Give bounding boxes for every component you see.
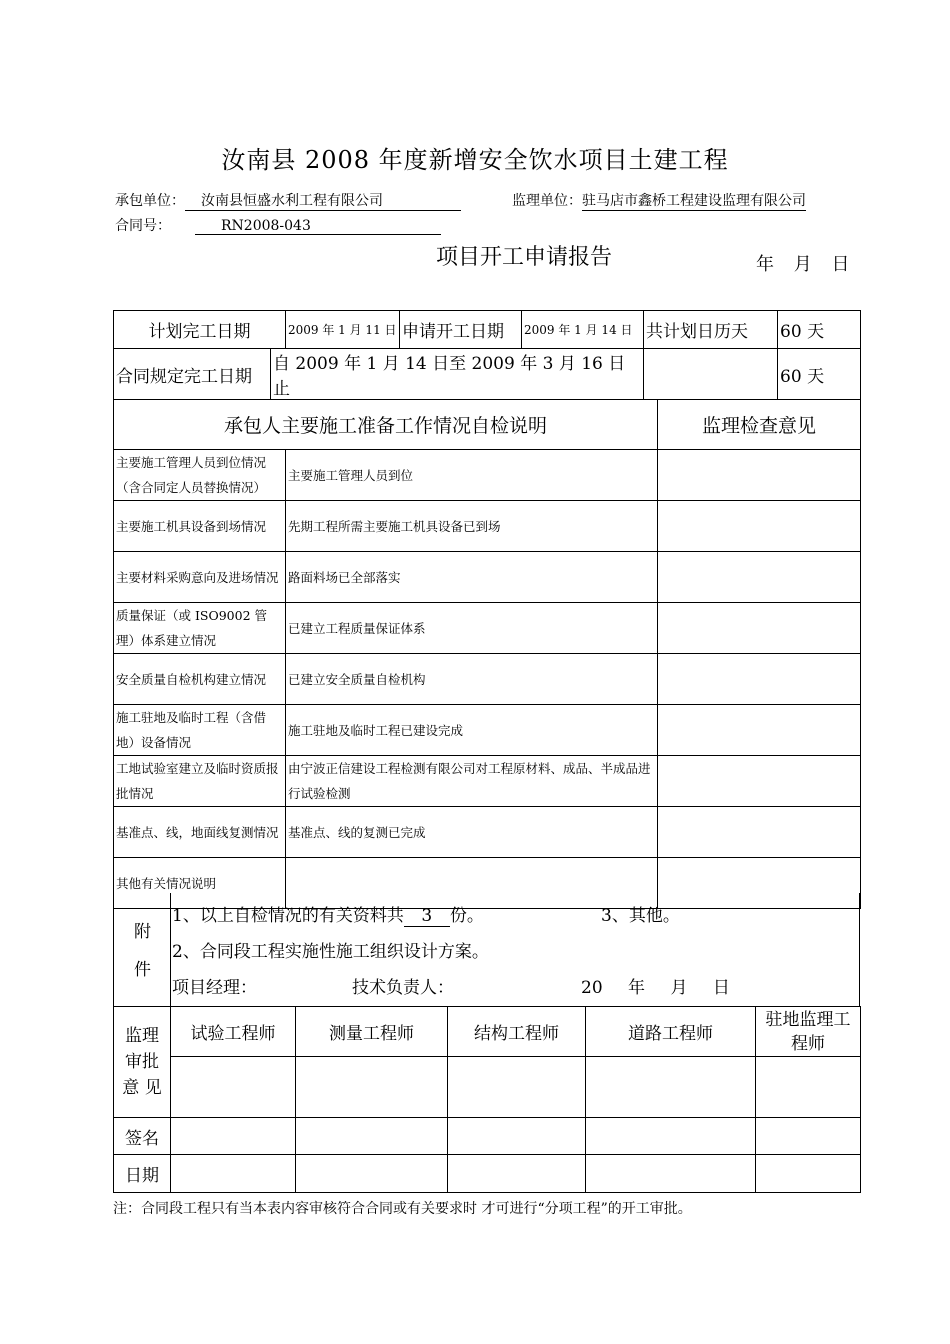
application-table xyxy=(113,310,861,909)
check-item-value: 路面料场已全部落实 xyxy=(286,552,658,603)
check-item-value: 已建立工程质量保证体系 xyxy=(286,603,658,654)
contractor-line xyxy=(115,190,461,211)
document-title: 汝南县 2008 年度新增安全饮水项目土建工程 xyxy=(221,146,729,174)
attachment-line-1-prefix: 1、以上自检情况的有关资料共 xyxy=(172,906,404,926)
approval-opinion-row xyxy=(114,1057,861,1118)
supervisor-line xyxy=(512,190,806,211)
signature-label: 签名 xyxy=(114,1118,171,1155)
approval-opinion-cell xyxy=(586,1057,756,1118)
report-subtitle: 项目开工申请报告 xyxy=(436,245,613,270)
attachment-date: 20 年 月 日 xyxy=(581,978,730,998)
check-item-label: 安全质量自检机构建立情况 xyxy=(114,654,286,705)
contract-completion-value: 自 2009 年 1 月 14 日至 2009 年 3 月 16 日止 xyxy=(271,349,644,400)
attachment-label-2: 件 xyxy=(134,960,151,980)
supervision-header: 监理检查意见 xyxy=(658,400,861,450)
supervision-approval-table xyxy=(113,1006,861,1193)
check-item-opinion xyxy=(658,705,861,756)
date-cell xyxy=(586,1155,756,1193)
contract-number-value: RN2008-043 xyxy=(195,218,441,235)
total-days-value: 60 天 xyxy=(778,311,861,349)
self-check-header: 承包人主要施工准备工作情况自检说明 xyxy=(114,400,658,450)
check-item-value: 基准点、线的复测已完成 xyxy=(286,807,658,858)
check-item-opinion xyxy=(658,603,861,654)
approval-opinion-cell xyxy=(296,1057,448,1118)
attachment-section xyxy=(113,893,860,1006)
check-item-label: 其他有关情况说明 xyxy=(114,858,286,909)
date-cell xyxy=(171,1155,296,1193)
approval-role: 测量工程师 xyxy=(296,1007,448,1057)
total-days-label: 共计划日历天 xyxy=(644,311,778,349)
contractor-value: 汝南县恒盛水利工程有限公司 xyxy=(185,190,461,211)
date-cell xyxy=(448,1155,586,1193)
signature-row xyxy=(114,1118,861,1155)
contract-period-row xyxy=(114,349,861,400)
planned-dates-row xyxy=(114,311,861,349)
apply-start-label: 申请开工日期 xyxy=(400,311,522,349)
supervisor-label: 监理单位： xyxy=(512,193,582,209)
check-item-row xyxy=(114,552,861,603)
approval-roles-row xyxy=(114,1007,861,1057)
technical-lead-label: 技术负责人： xyxy=(352,978,454,998)
approval-role: 试验工程师 xyxy=(171,1007,296,1057)
check-item-row xyxy=(114,807,861,858)
check-item-opinion xyxy=(658,654,861,705)
check-item-label: 基准点、线，地面线复测情况 xyxy=(114,807,286,858)
signature-cell xyxy=(756,1118,861,1155)
check-item-value: 由宁波正信建设工程检测有限公司对工程原材料、成品、半成品进行试验检测 xyxy=(286,756,658,807)
signature-cell xyxy=(448,1118,586,1155)
planned-completion-label: 计划完工日期 xyxy=(114,311,286,349)
check-item-row xyxy=(114,603,861,654)
date-cell xyxy=(756,1155,861,1193)
check-item-row xyxy=(114,501,861,552)
check-item-label: 主要施工机具设备到场情况 xyxy=(114,501,286,552)
check-item-row xyxy=(114,450,861,501)
check-item-value: 主要施工管理人员到位 xyxy=(286,450,658,501)
attachment-label-1: 附 xyxy=(134,922,151,942)
check-item-opinion xyxy=(658,756,861,807)
approval-role: 驻地监理工程师 xyxy=(756,1007,861,1057)
approval-opinion-cell xyxy=(448,1057,586,1118)
contract-period-blank xyxy=(644,349,778,400)
supervisor-value: 驻马店市鑫桥工程建设监理有限公司 xyxy=(582,190,806,211)
signature-cell xyxy=(586,1118,756,1155)
check-item-label: 工地试验室建立及临时资质报批情况 xyxy=(114,756,286,807)
approval-opinion-cell xyxy=(756,1057,861,1118)
approval-opinion-cell xyxy=(171,1057,296,1118)
check-item-label: 主要施工管理人员到位情况（含合同定人员替换情况） xyxy=(114,450,286,501)
check-item-label: 质量保证（或 ISO9002 管理）体系建立情况 xyxy=(114,603,286,654)
contract-days-value: 60 天 xyxy=(778,349,861,400)
planned-completion-value: 2009 年 1 月 11 日 xyxy=(286,311,400,349)
check-item-opinion xyxy=(658,807,861,858)
check-item-row xyxy=(114,654,861,705)
check-item-value: 先期工程所需主要施工机具设备已到场 xyxy=(286,501,658,552)
check-item-value: 已建立安全质量自检机构 xyxy=(286,654,658,705)
contract-completion-label: 合同规定完工日期 xyxy=(114,349,271,400)
report-date: 年 月 日 xyxy=(756,254,850,275)
check-item-label: 主要材料采购意向及进场情况 xyxy=(114,552,286,603)
attachment-count: 3 xyxy=(404,906,450,927)
date-cell xyxy=(296,1155,448,1193)
contractor-label: 承包单位： xyxy=(115,193,185,209)
date-label: 日期 xyxy=(114,1155,171,1193)
check-item-opinion xyxy=(658,450,861,501)
check-item-opinion xyxy=(658,501,861,552)
section-header-row xyxy=(114,400,861,450)
check-item-label: 施工驻地及临时工程（含借地）设备情况 xyxy=(114,705,286,756)
attachment-other: 3、其他。 xyxy=(601,906,680,926)
contract-number-label: 合同号： xyxy=(115,218,171,234)
check-item-value: 施工驻地及临时工程已建设完成 xyxy=(286,705,658,756)
apply-start-value: 2009 年 1 月 14 日 xyxy=(522,311,644,349)
attachment-label-cell xyxy=(114,893,171,1006)
approval-role: 道路工程师 xyxy=(586,1007,756,1057)
attachment-line-2: 2、合同段工程实施性施工组织设计方案。 xyxy=(172,942,489,962)
project-manager-label: 项目经理： xyxy=(172,978,257,998)
date-row xyxy=(114,1155,861,1193)
footnote: 注：合同段工程只有当本表内容审核符合合同或有关要求时 才可进行“分项工程”的开工审批。 xyxy=(113,1201,692,1217)
approval-role: 结构工程师 xyxy=(448,1007,586,1057)
check-item-row xyxy=(114,756,861,807)
signature-cell xyxy=(171,1118,296,1155)
check-item-opinion xyxy=(658,552,861,603)
contract-number-line xyxy=(115,215,441,235)
signature-cell xyxy=(296,1118,448,1155)
attachment-line-1-suffix: 份。 xyxy=(449,906,484,926)
approval-label: 监理审批意 见 xyxy=(114,1007,171,1118)
attachment-line-1 xyxy=(172,901,484,927)
check-item-row xyxy=(114,705,861,756)
